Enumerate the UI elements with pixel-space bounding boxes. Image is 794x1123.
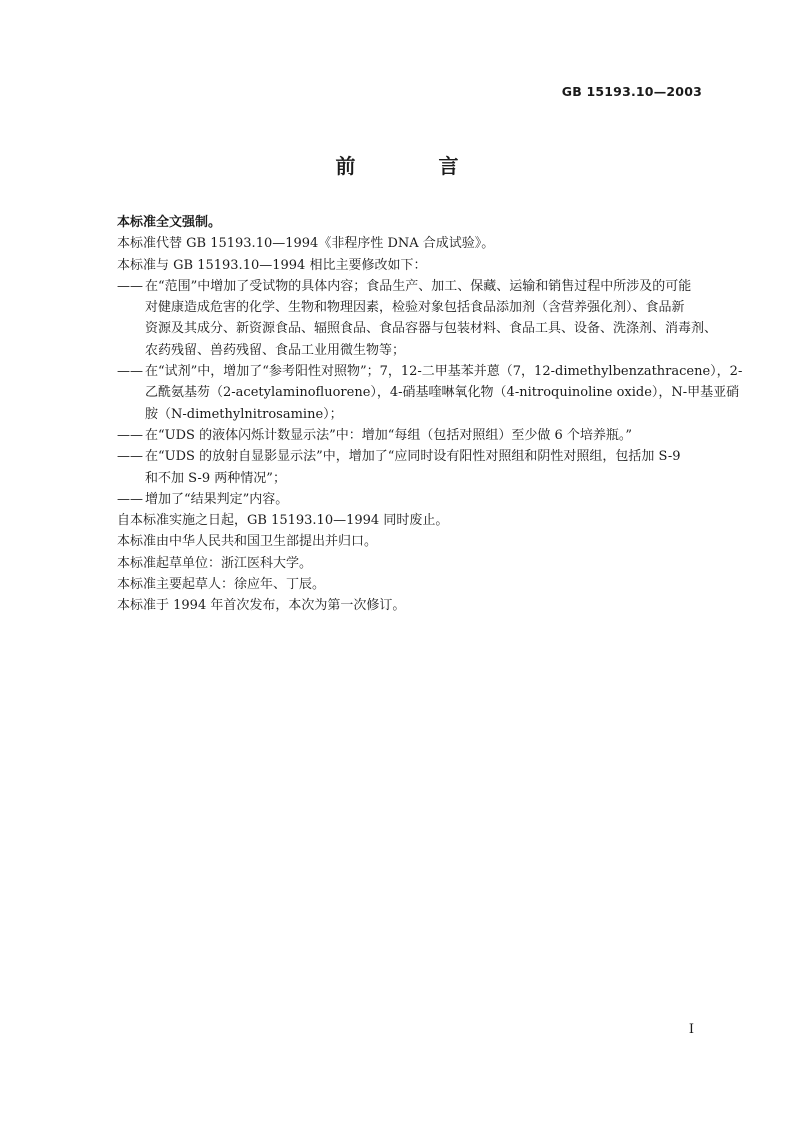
preface-body — [117, 212, 743, 617]
paragraph: 本标准由中华人民共和国卫生部提出并归口。 — [117, 534, 378, 550]
page-number: I — [688, 1022, 694, 1037]
dash-marker: —— — [117, 449, 143, 465]
list-item-line: 胺（N-dimethylnitrosamine）； — [145, 406, 343, 422]
dash-marker: —— — [117, 278, 143, 294]
list-item-line: 农药残留、兽药残留、食品工业用微生物等； — [145, 342, 406, 358]
dash-marker: —— — [117, 427, 143, 443]
list-item-line: 增加了“结果判定”内容。 — [145, 491, 289, 507]
list-item-line: 在“UDS 的液体闪烁计数显示法”中：增加“每组（包括对照组）至少做 6 个培养瓶。” — [145, 427, 633, 443]
paragraph: 本标准代替 GB 15193.10—1994《非程序性 DNA 合成试验》。 — [117, 236, 495, 252]
standard-code: GB 15193.10—2003 — [561, 84, 702, 99]
mandatory-statement: 本标准全文强制。 — [117, 215, 222, 230]
list-item-line: 在“UDS 的放射自显影显示法”中，增加了“应同时设有阳性对照组和阴性对照组，包括加 S-9 — [145, 449, 681, 465]
paragraph: 本标准于 1994 年首次发布，本次为第一次修订。 — [117, 598, 406, 614]
paragraph: 自本标准实施之日起，GB 15193.10—1994 同时废止。 — [117, 513, 449, 529]
list-item — [117, 361, 743, 425]
list-item-line: 在“范围”中增加了受试物的具体内容；食品生产、加工、保藏、运输和销售过程中所涉及的可能 — [145, 278, 692, 294]
list-item — [117, 276, 718, 361]
list-item — [117, 425, 707, 446]
paragraph: 本标准与 GB 15193.10—1994 相比主要修改如下： — [117, 257, 427, 273]
list-item-line: 乙酰氨基芴（2-acetylaminofluorene），4-硝基喹啉氧化物（4-nitroquinoline oxide），N-甲基亚硝 — [145, 385, 740, 401]
list-item — [117, 489, 707, 510]
page-title: 前 言 — [335, 154, 497, 178]
paragraph: 本标准起草单位：浙江医科大学。 — [117, 555, 313, 571]
list-item-line: 对健康造成危害的化学、生物和物理因素，检验对象包括食品添加剂（含营养强化剂）、食品新 — [145, 300, 685, 316]
dash-marker: —— — [117, 491, 143, 507]
list-item-line: 和不加 S-9 两种情况”； — [145, 470, 286, 486]
list-item-line: 资源及其成分、新资源食品、辐照食品、食品容器与包装材料、食品工具、设备、洗涤剂、消毒剂、 — [145, 321, 718, 337]
list-item-line: 在“试剂”中，增加了“参考阳性对照物”；7，12-二甲基苯并蒽（7，12-dimethylbenzathracene），2- — [145, 364, 743, 380]
dash-marker: —— — [117, 364, 143, 380]
paragraph: 本标准主要起草人：徐应年、丁辰。 — [117, 577, 326, 593]
list-item — [117, 446, 707, 489]
